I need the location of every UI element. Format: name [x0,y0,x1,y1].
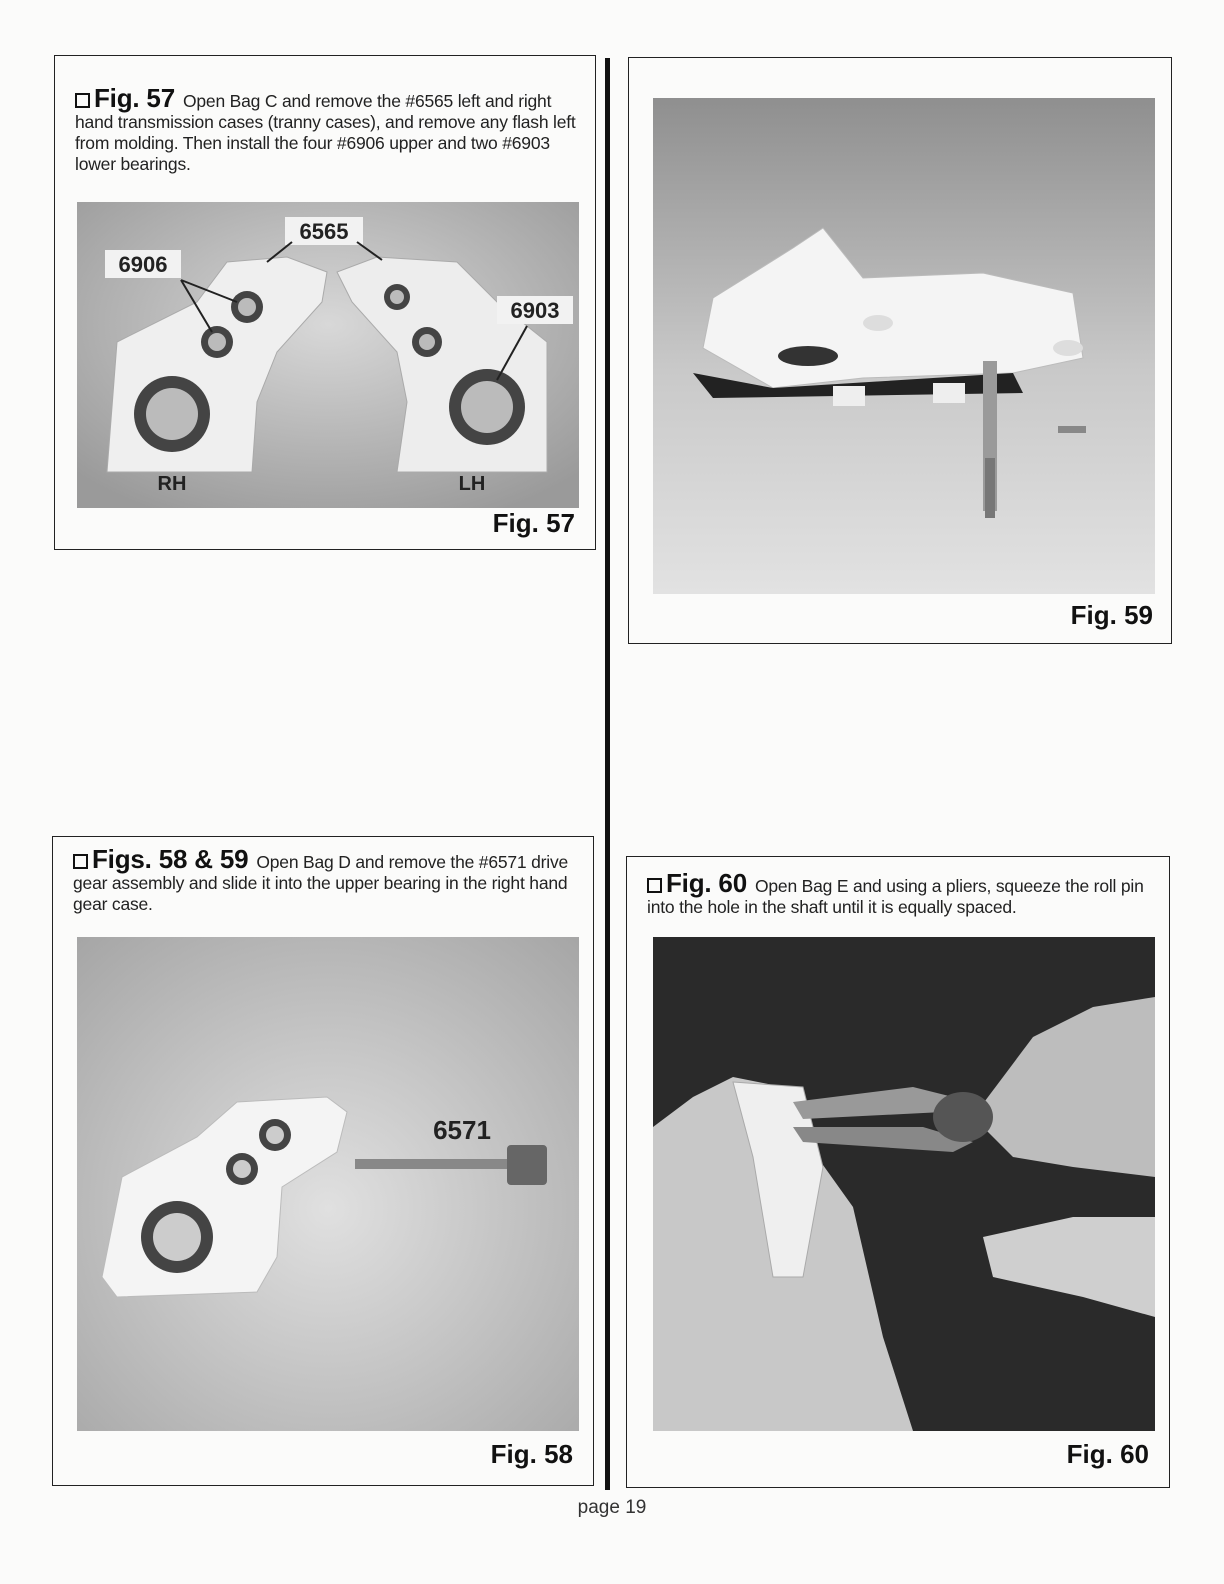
page-number: page 19 [577,1497,647,1518]
drive-gear-assembly-illustration [77,937,579,1431]
fig57-panel [54,55,596,550]
fig57-reference: Fig. 57 [94,83,175,113]
fig58-caption [73,844,579,915]
fig59-panel [628,57,1172,644]
label-rh: RH [157,473,187,495]
fig60-text: Open Bag E and using a pliers, squeeze the roll pin into the hole in the shaft until it is equally spaced. [647,876,1144,917]
fig57-photo [77,202,579,508]
fig60-caption [647,868,1155,918]
transmission-cases-illustration [77,202,579,508]
checkbox-icon [647,878,662,893]
gear-case-with-shaft-illustration [653,98,1155,594]
label-6565: 6565 [299,219,349,244]
fig58-panel [52,836,594,1486]
label-6903: 6903 [510,298,560,323]
fig58-text: Open Bag D and remove the #6571 drive gear assembly and slide it into the upper bearing in the right hand gear case. [73,852,569,914]
fig57-caption [75,83,581,175]
fig57-text: Open Bag C and remove the #6565 left and right hand transmission cases (tranny cases), and remove any flash left from molding. Then install the four #6906 upper and two #6903 lower bearings. [75,91,576,174]
fig57-label: Fig. 57 [492,508,575,538]
fig60-panel [626,856,1170,1488]
fig58-label: Fig. 58 [490,1439,573,1469]
fig60-reference: Fig. 60 [666,868,747,898]
checkbox-icon [75,93,90,108]
fig60-label: Fig. 60 [1066,1439,1149,1469]
label-lh: LH [458,473,486,495]
fig58-photo [77,937,579,1431]
checkbox-icon [73,854,88,869]
label-6571: 6571 [433,1115,491,1145]
label-6906: 6906 [118,252,168,277]
pliers-squeezing-roll-pin-illustration [653,937,1155,1431]
fig58-reference: Figs. 58 & 59 [92,844,249,874]
fig59-label: Fig. 59 [1070,600,1153,630]
column-divider [605,58,610,1490]
fig59-photo [653,98,1155,594]
fig60-photo [653,937,1155,1431]
